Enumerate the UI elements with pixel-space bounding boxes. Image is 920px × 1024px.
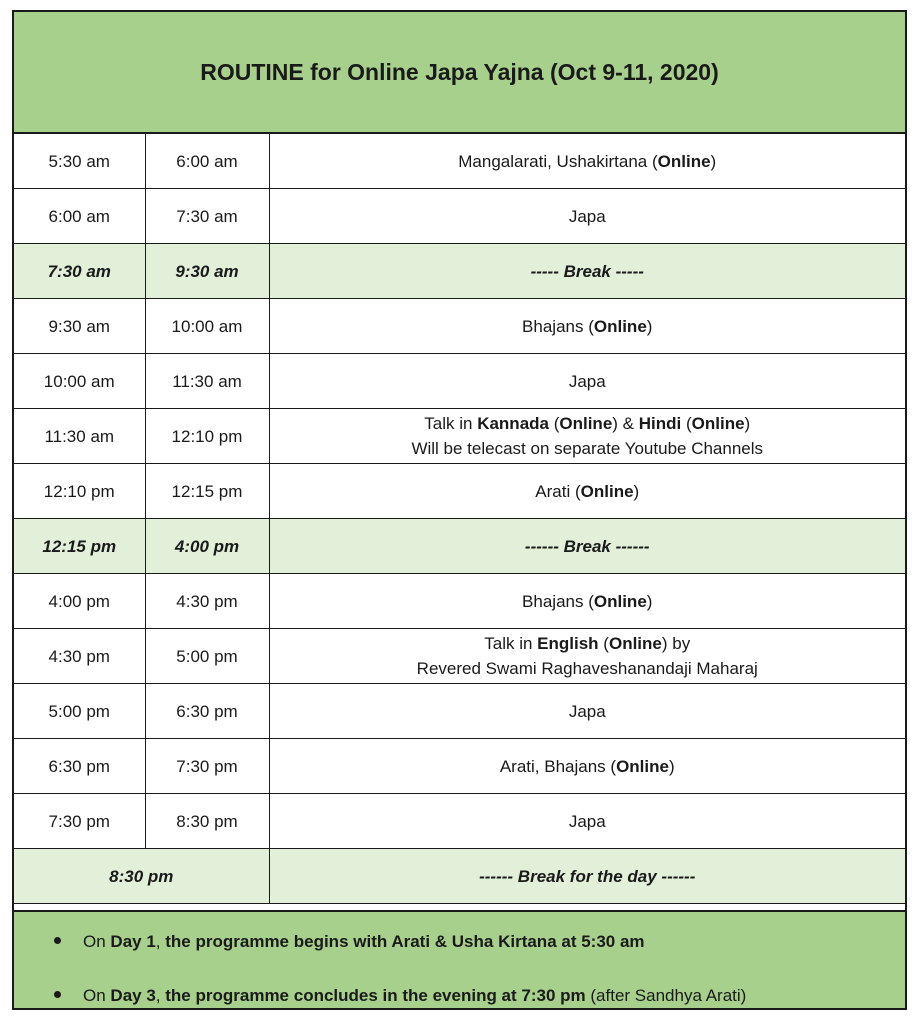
activity bbox=[269, 794, 905, 849]
start-time: 9:30 am bbox=[14, 299, 145, 354]
online-tag: Online bbox=[593, 316, 647, 336]
note-main: the programme begins with Arati & Usha Kirtana at 5:30 am bbox=[165, 932, 645, 951]
activity-label: Arati bbox=[535, 481, 571, 501]
online-tag: Online bbox=[559, 414, 613, 433]
talk-note: Will be telecast on separate Youtube Channels bbox=[411, 439, 764, 458]
activity: Arati (Online) bbox=[269, 464, 905, 519]
table-row bbox=[14, 134, 905, 189]
start-time: 7:30 pm bbox=[14, 794, 145, 849]
note-main: the programme concludes in the evening at 7:30 pm bbox=[165, 986, 586, 1005]
note-sep: , bbox=[155, 986, 161, 1005]
table-row bbox=[14, 519, 905, 574]
end-time: 5:00 pm bbox=[145, 629, 269, 684]
end-time: 7:30 am bbox=[145, 189, 269, 244]
end-time: 4:00 pm bbox=[145, 519, 269, 574]
online-tag: Online bbox=[657, 151, 711, 171]
and-sign: & bbox=[622, 414, 635, 433]
page-title: ROUTINE for Online Japa Yajna (Oct 9-11, 2020) bbox=[14, 12, 905, 134]
note-sep: , bbox=[155, 932, 161, 951]
note-day: Day 3 bbox=[110, 986, 156, 1005]
table-row-final bbox=[14, 849, 905, 904]
activity-label: Bhajans bbox=[522, 591, 584, 611]
end-time: 12:15 pm bbox=[145, 464, 269, 519]
activity: Arati, Bhajans (Online) bbox=[269, 739, 905, 794]
talk-prefix: Talk in bbox=[484, 634, 533, 653]
activity-label: Arati, Bhajans bbox=[499, 756, 606, 776]
online-tag: Online bbox=[580, 481, 634, 501]
final-activity: ------ Break for the day ------ bbox=[269, 849, 905, 904]
activity-label: Japa bbox=[568, 371, 606, 391]
activity-label: ----- Break ----- bbox=[530, 261, 644, 281]
end-time: 6:30 pm bbox=[145, 684, 269, 739]
online-tag: Online bbox=[616, 756, 669, 776]
start-time: 5:30 am bbox=[14, 134, 145, 189]
bullet-icon bbox=[54, 937, 61, 944]
activity: Talk in English (Online) by Revered Swami Raghaveshanandaji Maharaj bbox=[269, 629, 905, 684]
activity-label: Japa bbox=[568, 811, 606, 831]
table-row bbox=[14, 794, 905, 849]
table-row bbox=[14, 629, 905, 684]
end-time: 4:30 pm bbox=[145, 574, 269, 629]
language: Kannada bbox=[477, 414, 549, 433]
end-time: 8:30 pm bbox=[145, 794, 269, 849]
start-time: 4:30 pm bbox=[14, 629, 145, 684]
note-tail: (after Sandhya Arati) bbox=[590, 986, 747, 1005]
note-item bbox=[54, 932, 645, 952]
activity-label: ------ Break ------ bbox=[524, 536, 650, 556]
end-time: 9:30 am bbox=[145, 244, 269, 299]
end-time: 7:30 pm bbox=[145, 739, 269, 794]
notes-box bbox=[14, 910, 905, 1008]
end-time: 12:10 pm bbox=[145, 409, 269, 464]
final-time: 8:30 pm bbox=[14, 849, 269, 904]
start-time: 6:30 pm bbox=[14, 739, 145, 794]
online-tag: Online bbox=[593, 591, 647, 611]
start-time: 12:10 pm bbox=[14, 464, 145, 519]
activity-label: Bhajans bbox=[522, 316, 584, 336]
online-tag: Online bbox=[691, 414, 745, 433]
activity bbox=[269, 519, 905, 574]
language: English bbox=[537, 634, 599, 653]
start-time: 6:00 am bbox=[14, 189, 145, 244]
bullet-icon bbox=[54, 991, 61, 998]
routine-document bbox=[12, 10, 907, 1010]
note-item bbox=[54, 986, 746, 1006]
table-row bbox=[14, 574, 905, 629]
table-row bbox=[14, 189, 905, 244]
start-time: 10:00 am bbox=[14, 354, 145, 409]
language: Hindi bbox=[638, 414, 682, 433]
start-time: 7:30 am bbox=[14, 244, 145, 299]
activity: Bhajans (Online) bbox=[269, 299, 905, 354]
note-pre: On bbox=[83, 932, 106, 951]
table-row bbox=[14, 299, 905, 354]
activity: Bhajans (Online) bbox=[269, 574, 905, 629]
table-row bbox=[14, 354, 905, 409]
end-time: 10:00 am bbox=[145, 299, 269, 354]
activity: Talk in Kannada (Online) & Hindi (Online) Will be telecast on separate Youtube Channels bbox=[269, 409, 905, 464]
start-time: 12:15 pm bbox=[14, 519, 145, 574]
activity bbox=[269, 684, 905, 739]
talk-suffix: by bbox=[672, 634, 691, 653]
activity-label: Japa bbox=[568, 206, 606, 226]
note-day: Day 1 bbox=[110, 932, 156, 951]
end-time: 6:00 am bbox=[145, 134, 269, 189]
schedule-table bbox=[14, 134, 905, 904]
activity-label: Japa bbox=[568, 701, 606, 721]
table-row bbox=[14, 464, 905, 519]
online-tag: Online bbox=[608, 634, 662, 653]
start-time: 4:00 pm bbox=[14, 574, 145, 629]
talk-prefix: Talk in bbox=[424, 414, 473, 433]
activity: Mangalarati, Ushakirtana (Online) bbox=[269, 134, 905, 189]
table-row bbox=[14, 739, 905, 794]
table-row bbox=[14, 244, 905, 299]
activity bbox=[269, 189, 905, 244]
speaker: Revered Swami Raghaveshanandaji Maharaj bbox=[416, 659, 758, 678]
activity bbox=[269, 244, 905, 299]
end-time: 11:30 am bbox=[145, 354, 269, 409]
activity-label: Mangalarati, Ushakirtana bbox=[458, 151, 648, 171]
start-time: 11:30 am bbox=[14, 409, 145, 464]
activity bbox=[269, 354, 905, 409]
note-pre: On bbox=[83, 986, 106, 1005]
table-row bbox=[14, 684, 905, 739]
start-time: 5:00 pm bbox=[14, 684, 145, 739]
table-row bbox=[14, 409, 905, 464]
